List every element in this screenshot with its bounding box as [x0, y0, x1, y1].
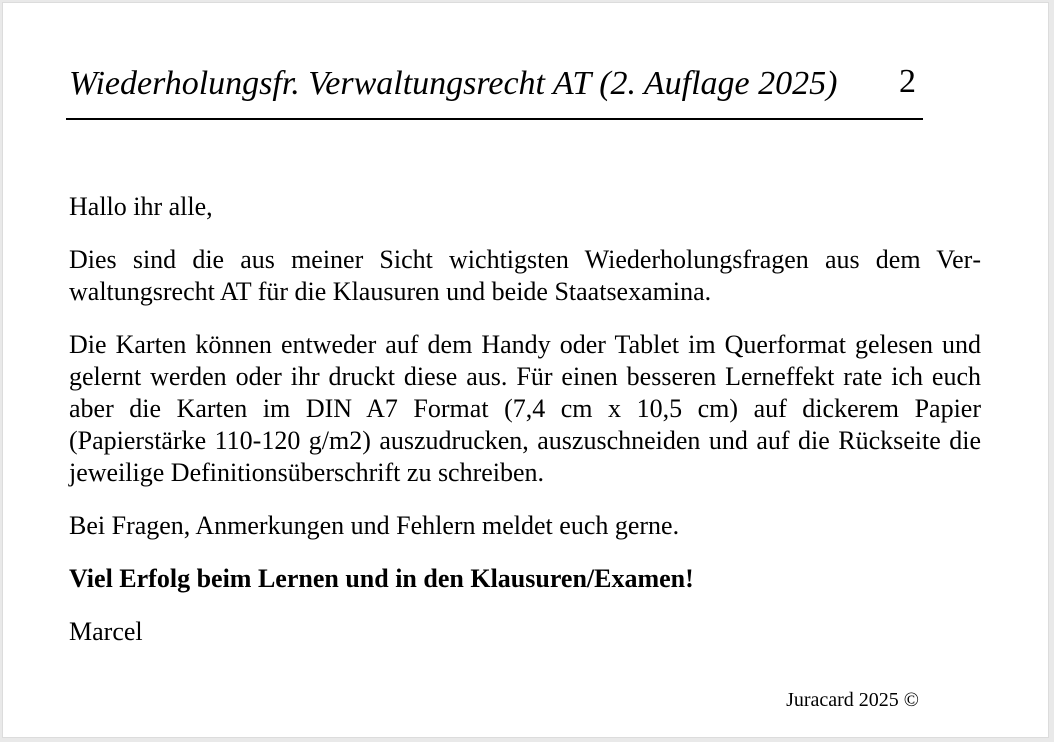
document-page [3, 3, 1048, 737]
intro-paragraph: Dies sind die aus meiner Sicht wichtigsten Wiederholungsfragen aus dem Verwaltungsrecht AT für die Klausuren und beide Staatsexamina. [69, 245, 981, 306]
header-divider [66, 118, 923, 120]
usage-paragraph: Die Karten können entweder auf dem Handy oder Tablet im Querformat gelesen und gelernt werden oder ihr druckt diese aus. Für einen besseren Lerneffekt rate ich euch aber die Karten im DIN A7 Format (7,4 cm x 10,5 cm) auf dickerem Papier (Papierstärke 110-120 g/m2) auszudrucken, auszuschneiden und auf die Rückseite die jeweilige Definitionsüberschrift zu schreiben. [69, 330, 981, 487]
page-number: 2 [899, 63, 916, 100]
page-body [69, 191, 981, 669]
page-header [69, 65, 921, 105]
feedback-paragraph: Bei Fragen, Anmerkungen und Fehlern meldet euch gerne. [69, 511, 680, 540]
closing-line: Viel Erfolg beim Lernen und in den Klausuren/Examen! [69, 564, 694, 593]
header-title: Wiederholungsfr. Verwaltungsrecht AT (2. Auflage 2025) [69, 65, 838, 102]
footer-copyright: Juracard 2025 © [786, 689, 919, 711]
signature: Marcel [69, 617, 143, 646]
greeting: Hallo ihr alle, [69, 192, 213, 221]
